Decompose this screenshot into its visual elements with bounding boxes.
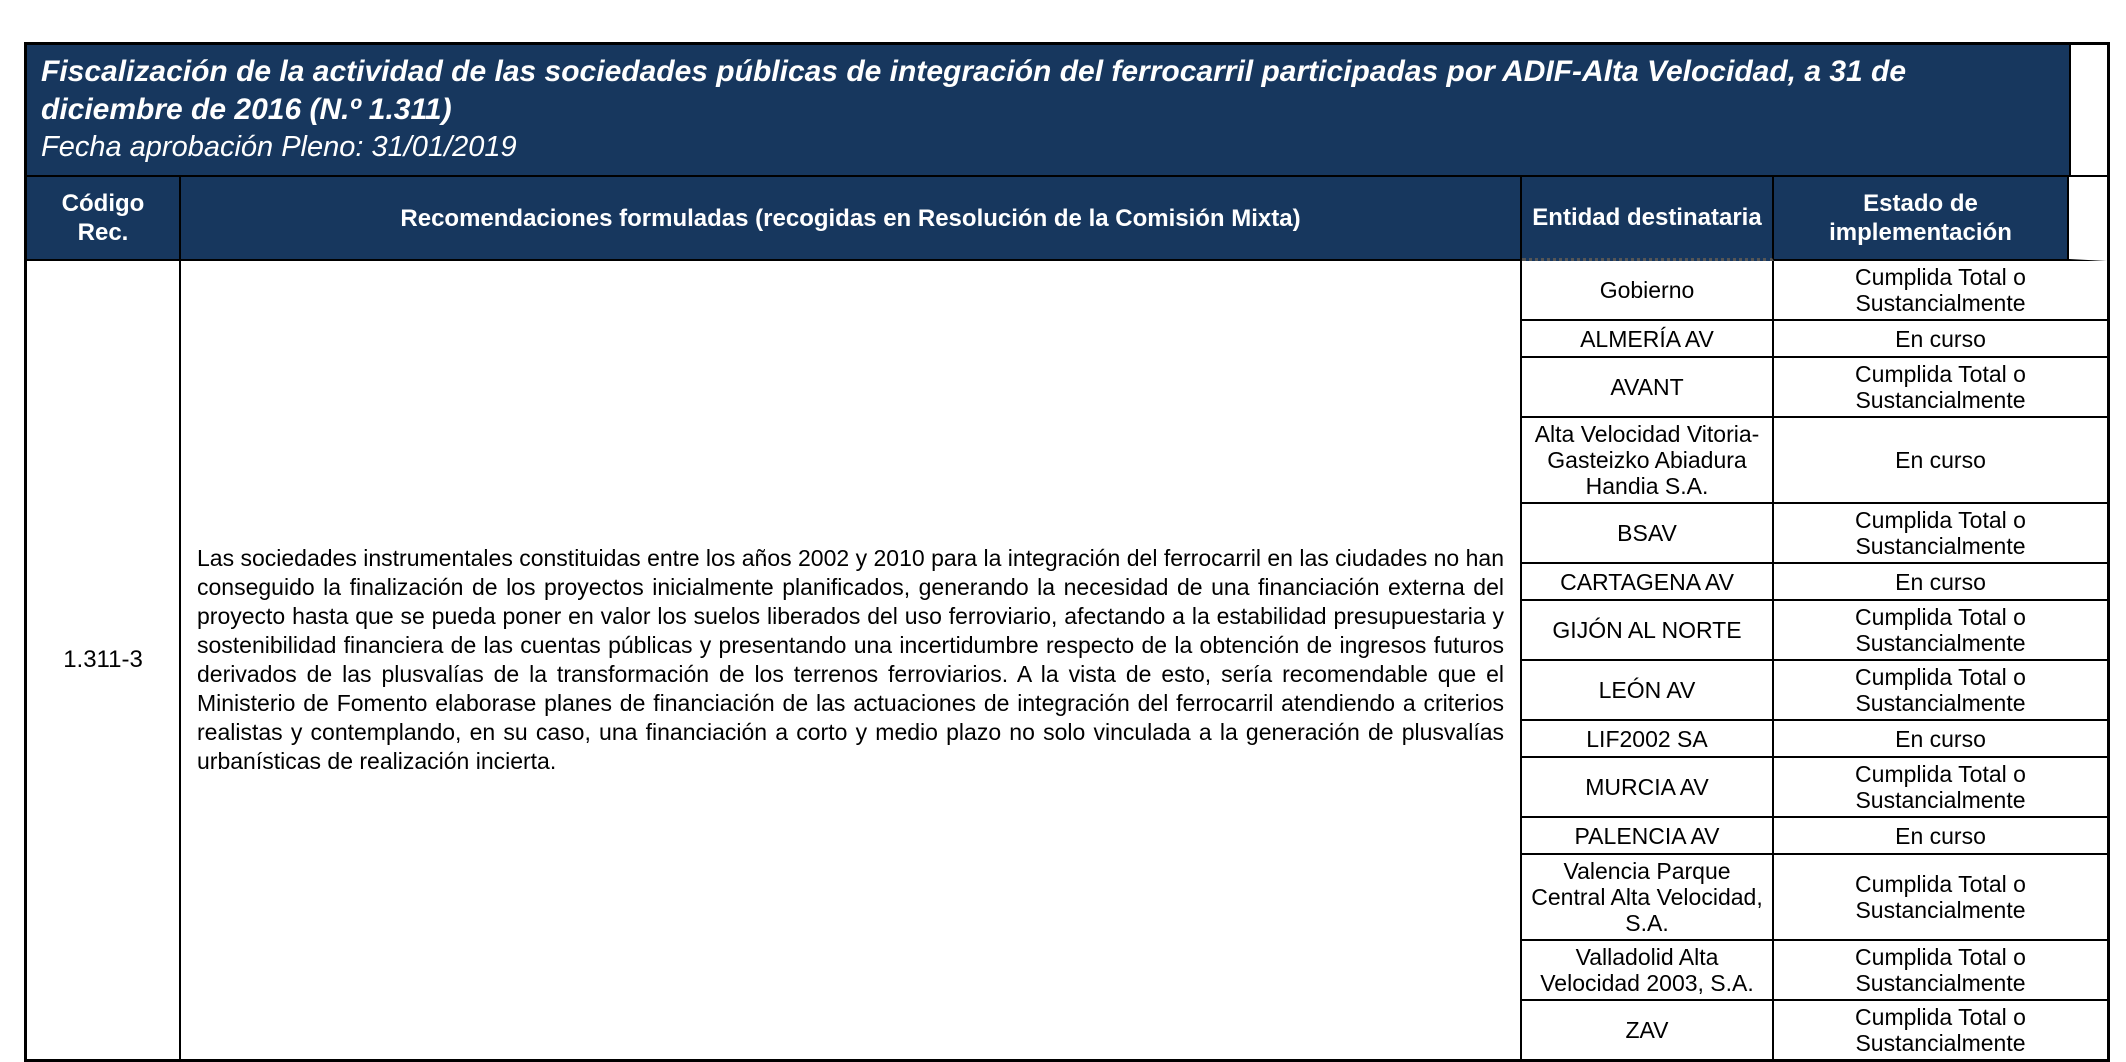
fiscalizacion-table xyxy=(24,42,2110,1062)
entity-name: CARTAGENA AV xyxy=(1522,564,1774,599)
entity-row xyxy=(1522,418,2107,504)
entity-status: Cumplida Total o Sustancialmente xyxy=(1855,361,2026,413)
table-approval-date: Fecha aprobación Pleno: 31/01/2019 xyxy=(41,131,517,163)
entity-row xyxy=(1522,358,2107,418)
entity-row xyxy=(1522,564,2107,601)
entity-status: En curso xyxy=(1895,325,1986,352)
entity-status: Cumplida Total o Sustancialmente xyxy=(1855,944,2026,996)
entity-row xyxy=(1522,758,2107,818)
col-header-entidad-destinataria: Entidad destinataria xyxy=(1522,177,1774,261)
entity-row xyxy=(1522,1001,2107,1059)
entity-row xyxy=(1522,721,2107,758)
entity-name: ZAV xyxy=(1522,1001,1774,1059)
entity-name: BSAV xyxy=(1522,504,1774,562)
entity-status: Cumplida Total o Sustancialmente xyxy=(1855,264,2026,316)
entities-subtable xyxy=(1522,261,2107,1059)
entity-row xyxy=(1522,941,2107,1001)
entity-row xyxy=(1522,601,2107,661)
entity-status: Cumplida Total o Sustancialmente xyxy=(1855,664,2026,716)
col-header-recomendaciones: Recomendaciones formuladas (recogidas en Resolución de la Comisión Mixta) xyxy=(179,177,1522,261)
entity-status: En curso xyxy=(1895,822,1986,849)
entity-name: Valladolid Alta Velocidad 2003, S.A. xyxy=(1522,941,1774,999)
entity-status: En curso xyxy=(1895,568,1986,595)
entity-row xyxy=(1522,504,2107,564)
recomendacion-cell xyxy=(179,261,1522,1059)
codigo-rec-cell: 1.311-3 xyxy=(63,646,143,673)
entity-status: Cumplida Total o Sustancialmente xyxy=(1855,871,2026,923)
entity-status: Cumplida Total o Sustancialmente xyxy=(1855,1004,2026,1056)
entity-name: GIJÓN AL NORTE xyxy=(1522,601,1774,659)
table-title-inner xyxy=(27,45,2071,175)
entity-name: MURCIA AV xyxy=(1522,758,1774,816)
recommendation-row xyxy=(27,261,2107,1059)
recomendacion-text: Las sociedades instrumentales constituidas entre los años 2002 y 2010 para la integración del ferrocarril en las ciudades no han conseguido la finalización de los proyectos inicialmente planificados, generando la necesidad de una financiación externa del proyecto hasta que se pueda poner en valor los suelos liberados del uso ferroviario, afectando a la estabilidad presupuestaria y sostenibilidad financiera de las cuentas públicas y presentando una incertidumbre respecto de la obtención de ingresos futuros derivados de las plusvalías de la transformación de los terrenos ferroviarios. A la vista de esto, sería recomendable que el Ministerio de Fomento elaborase planes de financiación de las actuaciones de integración del ferrocarril atendiendo a criterios realistas y contemplando, en su caso, una financiación a corto y medio plazo no solo vinculada a la generación de plusvalías urbanísticas de realización incierta. xyxy=(197,545,1504,774)
col-header-codigo-rec: Código Rec. xyxy=(27,177,179,261)
table-title: Fiscalización de la actividad de las sociedades públicas de integración del ferrocarril participadas por ADIF-Alta Velocidad, a 31 de diciembre de 2016 (N.º 1.311) xyxy=(41,55,1907,126)
entity-status: En curso xyxy=(1895,447,1986,473)
entity-row xyxy=(1522,661,2107,721)
entity-status: Cumplida Total o Sustancialmente xyxy=(1855,507,2026,559)
entity-name: LIF2002 SA xyxy=(1522,721,1774,756)
entity-status: Cumplida Total o Sustancialmente xyxy=(1855,761,2026,813)
entity-status: Cumplida Total o Sustancialmente xyxy=(1855,604,2026,656)
entity-name: Gobierno xyxy=(1522,261,1774,319)
entity-name: AVANT xyxy=(1522,358,1774,416)
entity-row xyxy=(1522,321,2107,358)
entity-name: ALMERÍA AV xyxy=(1522,321,1774,356)
entity-name: PALENCIA AV xyxy=(1522,818,1774,853)
entity-status: En curso xyxy=(1895,725,1986,752)
entity-name: Valencia Parque Central Alta Velocidad, S.A. xyxy=(1522,855,1774,939)
column-header-row xyxy=(27,175,2107,261)
entity-row xyxy=(1522,818,2107,855)
table-title-band xyxy=(27,45,2107,175)
entity-row xyxy=(1522,855,2107,941)
entity-row xyxy=(1522,261,2107,321)
entity-name: LEÓN AV xyxy=(1522,661,1774,719)
col-header-estado-implementacion: Estado de implementación xyxy=(1774,177,2107,261)
entity-name: Alta Velocidad Vitoria-Gasteizko Abiadura Handia S.A. xyxy=(1522,418,1774,502)
